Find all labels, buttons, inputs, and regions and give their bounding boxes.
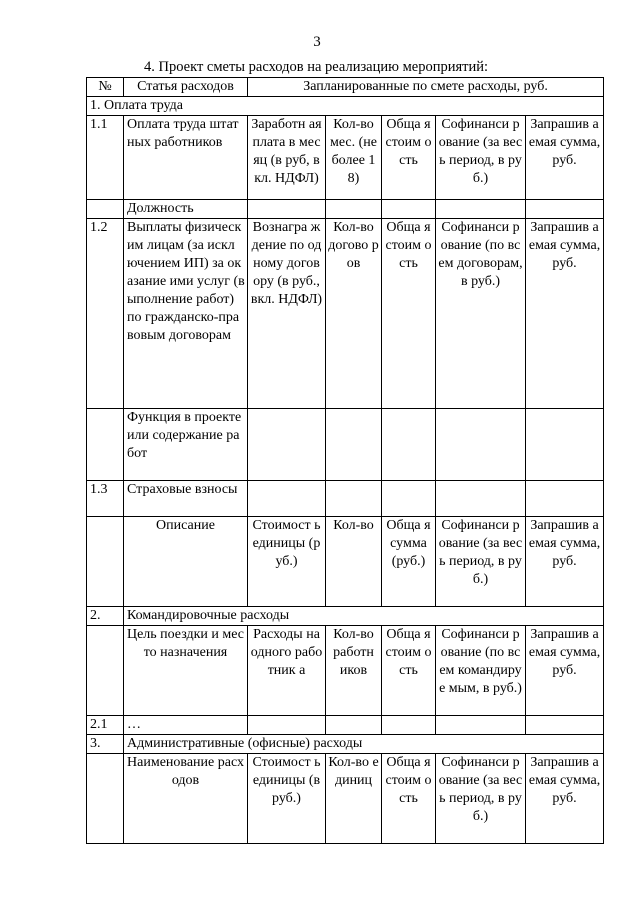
cell-c3: Обща я сумма (руб.) bbox=[382, 517, 436, 607]
cell-c5: Запрашив аемая сумма, руб. bbox=[526, 116, 604, 200]
cell-empty bbox=[382, 409, 436, 481]
row-subitem: Должность bbox=[124, 200, 248, 219]
row-item: Выплаты физическим лицам (за исключением ИП) за оказание ими услуг (выполнение работ) по гражданско-правовым договорам bbox=[124, 219, 248, 409]
row-number: 1.3 bbox=[87, 481, 124, 517]
table-row-1-3 bbox=[87, 481, 604, 517]
cell-empty bbox=[248, 481, 326, 517]
cell-c3: Обща я стоим ость bbox=[382, 754, 436, 844]
cell-empty bbox=[248, 716, 326, 735]
cell-empty bbox=[436, 716, 526, 735]
cell-empty bbox=[248, 409, 326, 481]
cell-empty bbox=[436, 409, 526, 481]
row-number: 3. bbox=[87, 735, 124, 754]
cell-empty bbox=[436, 481, 526, 517]
cell-c1: Вознагра ждение по одному договору (в руб., вкл. НДФЛ) bbox=[248, 219, 326, 409]
cell-c4: Софинанси рование (за весь период, в руб.) bbox=[436, 754, 526, 844]
section-label-3: Административные (офисные) расходы bbox=[124, 735, 604, 754]
section-title: 4. Проект сметы расходов на реализацию мероприятий: bbox=[144, 59, 489, 75]
section-row-3 bbox=[87, 735, 604, 754]
table-row-1-2 bbox=[87, 219, 604, 409]
row-number: 2.1 bbox=[87, 716, 124, 735]
cell-empty bbox=[382, 481, 436, 517]
table-row-1-2-sub bbox=[87, 409, 604, 481]
cell-c3: Обща я стоим ость bbox=[382, 116, 436, 200]
cell-empty bbox=[326, 409, 382, 481]
section-label-2: Командировочные расходы bbox=[124, 607, 604, 626]
cell-c1: Заработн ая плата в месяц (в руб, вкл. НДФЛ) bbox=[248, 116, 326, 200]
cell-c2: Кол-во единиц bbox=[326, 754, 382, 844]
cell-empty bbox=[326, 716, 382, 735]
cell-empty bbox=[382, 200, 436, 219]
cell-empty bbox=[326, 200, 382, 219]
cell-c2: Кол-во догово ров bbox=[326, 219, 382, 409]
table-row-1-3-detail bbox=[87, 517, 604, 607]
cell-empty bbox=[87, 200, 124, 219]
cell-empty bbox=[382, 716, 436, 735]
row-item: Страховые взносы bbox=[124, 481, 248, 517]
header-no: № bbox=[87, 78, 124, 97]
cell-c5: Запрашив аемая сумма, руб. bbox=[526, 517, 604, 607]
cell-empty bbox=[326, 481, 382, 517]
cell-d0: Описание bbox=[124, 517, 248, 607]
row-number: 2. bbox=[87, 607, 124, 626]
cell-empty bbox=[436, 200, 526, 219]
section-label-1: 1. Оплата труда bbox=[87, 97, 604, 116]
row-number: 1.1 bbox=[87, 116, 124, 200]
cell-c5: Запрашив аемая сумма, руб. bbox=[526, 219, 604, 409]
table-header-row bbox=[87, 78, 604, 97]
cell-c1: Стоимост ь единицы (в руб.) bbox=[248, 754, 326, 844]
cell-empty bbox=[248, 200, 326, 219]
header-item: Статья расходов bbox=[124, 78, 248, 97]
budget-table bbox=[86, 77, 604, 844]
cell-c2: Кол-во работн иков bbox=[326, 626, 382, 716]
row-subitem: Функция в проекте или содержание работ bbox=[124, 409, 248, 481]
cell-empty bbox=[526, 200, 604, 219]
cell-c4: Софинанси рование (за весь период, в руб.) bbox=[436, 517, 526, 607]
table-row-1-1-sub bbox=[87, 200, 604, 219]
cell-c5: Запрашив аемая сумма, руб. bbox=[526, 626, 604, 716]
cell-c4: Софинанси рование (по всем командируе мым, в руб.) bbox=[436, 626, 526, 716]
cell-empty bbox=[87, 754, 124, 844]
header-planned: Запланированные по смете расходы, руб. bbox=[248, 78, 604, 97]
table-row-2-detail bbox=[87, 626, 604, 716]
row-item: … bbox=[124, 716, 248, 735]
table-row-1-1 bbox=[87, 116, 604, 200]
cell-d0: Цель поездки и место назначения bbox=[124, 626, 248, 716]
row-item: Оплата труда штатных работников bbox=[124, 116, 248, 200]
table-row-3-detail bbox=[87, 754, 604, 844]
section-row-2 bbox=[87, 607, 604, 626]
cell-empty bbox=[526, 481, 604, 517]
table-row-2-1 bbox=[87, 716, 604, 735]
cell-c4: Софинанси рование (по всем договорам, в руб.) bbox=[436, 219, 526, 409]
page-number: 3 bbox=[313, 34, 321, 50]
cell-empty bbox=[87, 409, 124, 481]
cell-d0: Наименование расходов bbox=[124, 754, 248, 844]
cell-empty bbox=[526, 716, 604, 735]
cell-c2: Кол-во bbox=[326, 517, 382, 607]
cell-empty bbox=[526, 409, 604, 481]
cell-c1: Расходы на одного работник а bbox=[248, 626, 326, 716]
cell-c5: Запрашив аемая сумма, руб. bbox=[526, 754, 604, 844]
cell-empty bbox=[87, 626, 124, 716]
cell-c3: Обща я стоим ость bbox=[382, 626, 436, 716]
section-row-1 bbox=[87, 97, 604, 116]
cell-c2: Кол-во мес. (не более 18) bbox=[326, 116, 382, 200]
cell-c4: Софинанси рование (за весь период, в руб.) bbox=[436, 116, 526, 200]
cell-c1: Стоимост ь единицы (руб.) bbox=[248, 517, 326, 607]
cell-c3: Обща я стоим ость bbox=[382, 219, 436, 409]
cell-empty bbox=[87, 517, 124, 607]
row-number: 1.2 bbox=[87, 219, 124, 409]
